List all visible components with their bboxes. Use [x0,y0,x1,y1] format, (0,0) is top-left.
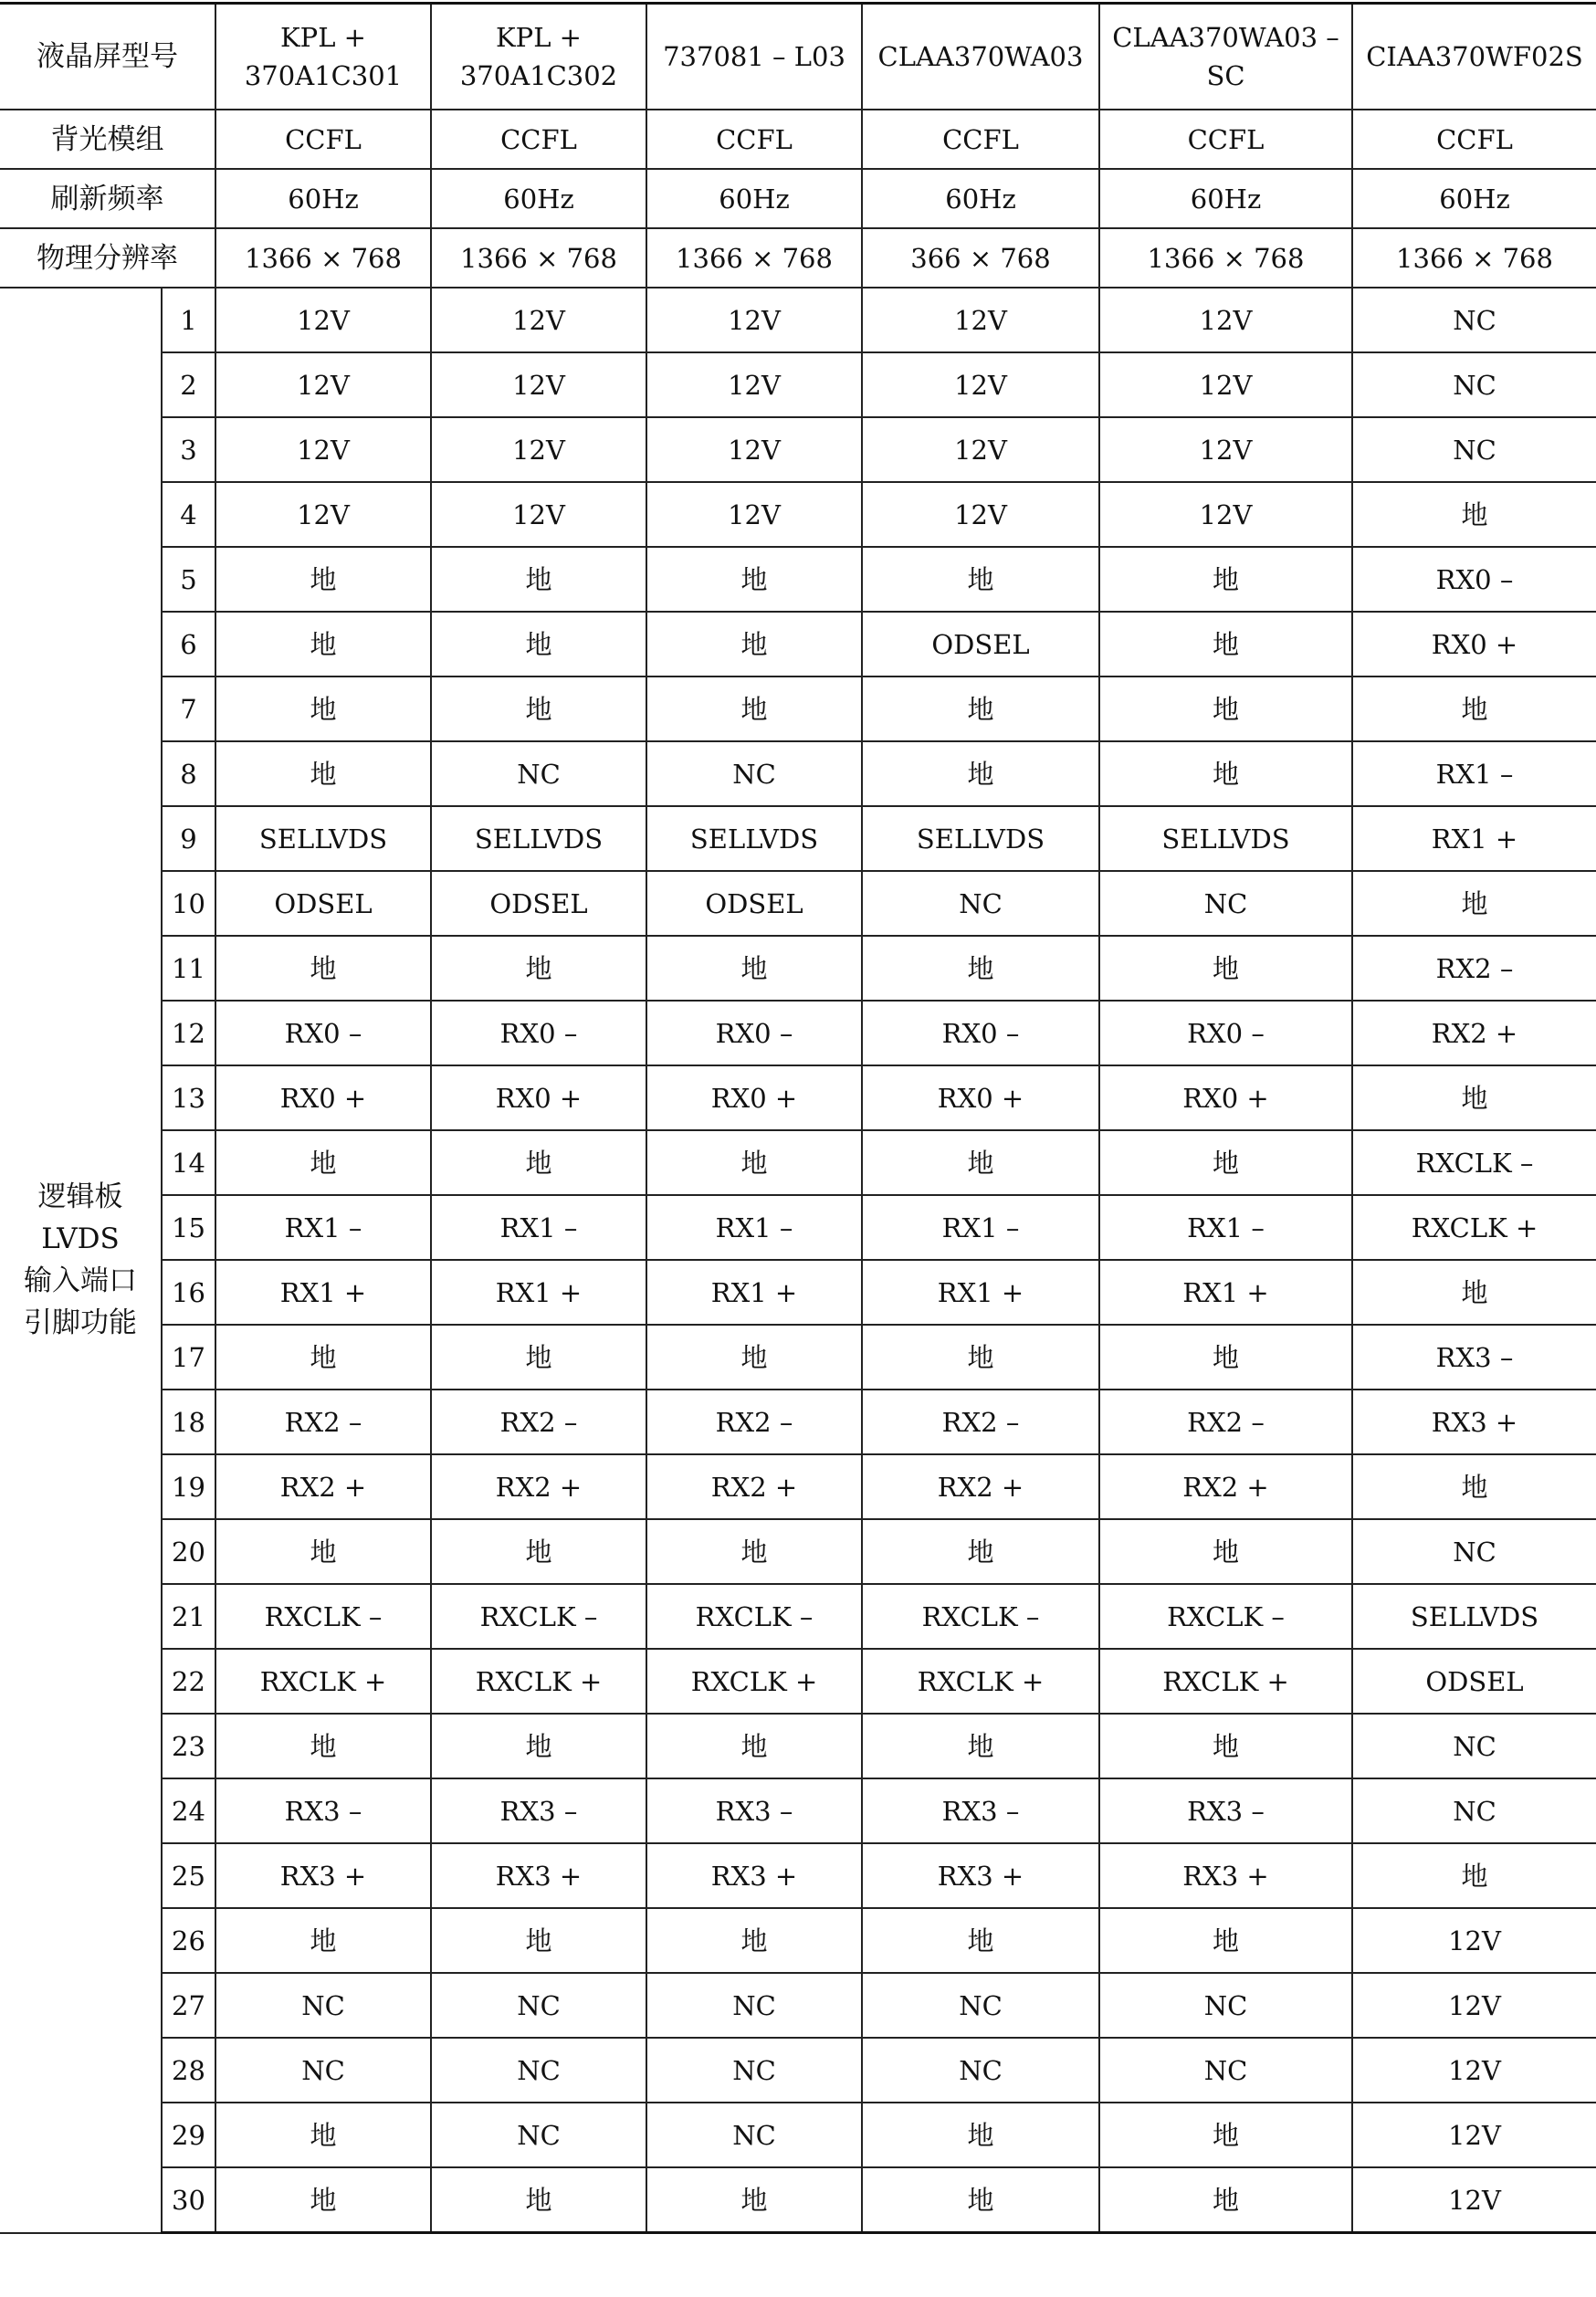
pin-function-cell: RX0 – [862,1001,1099,1065]
pin-function-cell: NC [646,741,862,806]
pin-function-cell: RX1 – [862,1195,1099,1260]
pin-function-cell: 地 [1352,677,1596,741]
pin-function-cell: RX1 – [1352,741,1596,806]
pin-function-cell: 12V [1352,2103,1596,2167]
pin-function-cell: NC [215,1973,431,2038]
pin-function-cell: 12V [646,288,862,352]
pin-function-cell: 地 [862,547,1099,612]
pin-function-cell: RX1 – [431,1195,646,1260]
table-row [0,1778,1596,1843]
pin-function-cell: 12V [862,417,1099,482]
pin-function-cell: RX1 – [1099,1195,1352,1260]
pin-function-cell: RXCLK + [1099,1649,1352,1714]
pin-function-cell: RX3 – [862,1778,1099,1843]
table-row [0,417,1596,482]
pin-function-cell: 地 [215,936,431,1001]
pin-function-cell: RX3 – [1099,1778,1352,1843]
pin-function-cell: 地 [1099,1130,1352,1195]
info-cell: CCFL [215,110,431,169]
pin-number: 17 [162,1325,215,1390]
info-cell: 60Hz [646,169,862,228]
info-cell: 60Hz [215,169,431,228]
table-row [0,352,1596,417]
pin-function-cell: RXCLK – [862,1584,1099,1649]
pin-function-cell: 地 [862,1130,1099,1195]
table-row [0,1843,1596,1908]
table-row [0,1260,1596,1325]
section-label-line: 引脚功能 [24,1306,137,1340]
pin-function-cell: RX1 + [215,1260,431,1325]
pin-function-cell: 地 [215,1908,431,1973]
pin-number: 3 [162,417,215,482]
pin-function-cell: RX1 + [1099,1260,1352,1325]
pin-function-cell: RX0 – [431,1001,646,1065]
model-header-cell [862,4,1099,110]
pin-function-cell: RXCLK – [1352,1130,1596,1195]
pin-function-cell: 地 [1099,2167,1352,2233]
pin-function-cell: RX2 – [646,1390,862,1454]
pin-number: 23 [162,1714,215,1778]
pin-function-cell: 地 [862,1714,1099,1778]
pin-function-cell: 地 [215,1325,431,1390]
pin-function-cell: 12V [1352,2038,1596,2103]
pin-function-cell: 12V [862,482,1099,547]
pin-function-cell: RX3 – [1352,1325,1596,1390]
table-row [0,1519,1596,1584]
pin-number: 24 [162,1778,215,1843]
model-name-line: CIAA370WF02S [1366,41,1583,72]
pin-function-cell: 12V [646,417,862,482]
pin-function-cell: RX3 + [646,1843,862,1908]
pin-function-cell: 地 [1099,1714,1352,1778]
pin-function-cell: NC [431,1973,646,2038]
model-name-line: KPL + [496,22,582,53]
table-row [0,1973,1596,2038]
model-label: 液晶屏型号 [0,4,215,110]
section-label [0,288,162,2233]
pin-number: 15 [162,1195,215,1260]
pin-number: 4 [162,482,215,547]
pin-function-cell: RX1 + [862,1260,1099,1325]
pin-function-cell: 地 [215,612,431,677]
pin-function-cell: 12V [862,288,1099,352]
info-cell: 366 × 768 [862,228,1099,288]
pin-function-cell: 地 [646,612,862,677]
model-name-line: CLAA370WA03 – SC [1112,22,1339,91]
pin-function-cell: RX2 + [862,1454,1099,1519]
pin-function-cell: 地 [862,1908,1099,1973]
section-label-line: LVDS [41,1222,120,1256]
pin-function-cell: NC [1352,1778,1596,1843]
pin-function-cell: ODSEL [431,871,646,936]
pin-number: 20 [162,1519,215,1584]
table-row [0,1584,1596,1649]
pin-function-cell: NC [431,2038,646,2103]
pin-function-cell: 12V [431,288,646,352]
pin-function-cell: SELLVDS [1352,1584,1596,1649]
pin-function-cell: RX2 – [1099,1390,1352,1454]
pin-number: 29 [162,2103,215,2167]
pin-function-cell: RXCLK + [431,1649,646,1714]
pin-function-cell: 地 [862,1325,1099,1390]
pin-function-cell: 地 [1099,741,1352,806]
pin-function-cell: RX0 – [646,1001,862,1065]
pin-function-cell: 地 [431,677,646,741]
pin-function-cell: NC [862,2038,1099,2103]
pin-function-cell: ODSEL [646,871,862,936]
pin-number: 28 [162,2038,215,2103]
pin-function-cell: 地 [646,2167,862,2233]
pin-function-cell: 12V [431,417,646,482]
pin-number: 16 [162,1260,215,1325]
info-cell: 60Hz [1099,169,1352,228]
pin-function-cell: RXCLK + [1352,1195,1596,1260]
section-label-line: 输入端口 [24,1264,137,1298]
pin-function-cell: 地 [646,547,862,612]
pin-number: 18 [162,1390,215,1454]
info-row [0,169,1596,228]
pin-function-cell: 地 [431,1130,646,1195]
pin-function-cell: NC [646,1973,862,2038]
pin-function-cell: 地 [215,547,431,612]
pin-function-cell: 地 [862,677,1099,741]
lcd-pin-function-table [0,2,1596,2234]
pin-function-cell: RX2 – [215,1390,431,1454]
pin-function-cell: 12V [646,352,862,417]
pin-function-cell: RX2 – [431,1390,646,1454]
model-name-line: 370A1C301 [244,60,403,91]
pin-function-cell: NC [1099,1973,1352,2038]
section-label-line: 逻辑板 [37,1180,123,1214]
pin-function-cell: RX2 + [646,1454,862,1519]
pin-number: 2 [162,352,215,417]
pin-function-cell: NC [1352,1714,1596,1778]
pin-function-cell: SELLVDS [215,806,431,871]
pin-function-cell: 地 [1099,1908,1352,1973]
pin-function-cell: NC [215,2038,431,2103]
pin-function-cell: RX3 + [1099,1843,1352,1908]
table-row [0,288,1596,352]
pin-function-cell: 12V [1352,1908,1596,1973]
table-row [0,1714,1596,1778]
table-row [0,482,1596,547]
pin-function-cell: 地 [1099,2103,1352,2167]
pin-function-cell: NC [1352,1519,1596,1584]
pin-function-cell: 地 [431,1908,646,1973]
pin-function-cell: 地 [1099,1325,1352,1390]
pin-function-cell: NC [431,741,646,806]
pin-function-cell: RX3 + [862,1843,1099,1908]
pin-function-cell: RX0 + [862,1065,1099,1130]
model-header-cell [1099,4,1352,110]
pin-function-cell: RX3 – [431,1778,646,1843]
table-row [0,1065,1596,1130]
model-header-cell [646,4,862,110]
pin-function-cell: RX3 – [215,1778,431,1843]
table-row [0,1649,1596,1714]
pin-function-cell: 12V [215,288,431,352]
pin-function-cell: SELLVDS [1099,806,1352,871]
pin-function-cell: 12V [1099,288,1352,352]
model-name-line: 370A1C302 [459,60,618,91]
pin-function-cell: 地 [215,1130,431,1195]
info-cell: CCFL [1352,110,1596,169]
pin-function-cell: RX0 + [1352,612,1596,677]
pin-function-cell: RXCLK – [1099,1584,1352,1649]
pin-number: 10 [162,871,215,936]
header-row [0,4,1596,110]
pin-function-cell: RXCLK – [431,1584,646,1649]
table-row [0,1908,1596,1973]
pin-function-cell: 地 [1099,677,1352,741]
pin-function-cell: 12V [1099,417,1352,482]
pin-function-cell: 地 [862,741,1099,806]
pin-function-cell: NC [1352,417,1596,482]
model-name-line: CLAA370WA03 [877,41,1084,72]
model-header-cell [1352,4,1596,110]
pin-function-cell: 地 [1099,936,1352,1001]
pin-function-cell: RX1 – [215,1195,431,1260]
pin-function-cell: 地 [646,1714,862,1778]
table-row [0,1454,1596,1519]
pin-function-cell: 地 [646,936,862,1001]
pin-function-cell: RXCLK + [862,1649,1099,1714]
info-row-label: 物理分辨率 [0,228,215,288]
pin-function-cell: RX3 – [646,1778,862,1843]
pin-function-cell: 地 [431,1519,646,1584]
pin-function-cell: NC [862,1973,1099,2038]
pin-function-cell: 地 [1352,482,1596,547]
info-cell: 1366 × 768 [215,228,431,288]
pin-number: 1 [162,288,215,352]
pin-function-cell: NC [862,871,1099,936]
pin-function-cell: 地 [431,1714,646,1778]
pin-function-cell: 地 [646,1908,862,1973]
pin-function-cell: 地 [215,2103,431,2167]
info-cell: 60Hz [1352,169,1596,228]
pin-function-cell: 地 [431,1325,646,1390]
pin-function-cell: RX3 + [1352,1390,1596,1454]
pin-function-cell: 地 [1352,871,1596,936]
pin-function-cell: SELLVDS [646,806,862,871]
pin-number: 19 [162,1454,215,1519]
pin-number: 26 [162,1908,215,1973]
pin-function-cell: 地 [431,612,646,677]
info-row-label: 背光模组 [0,110,215,169]
pin-number: 13 [162,1065,215,1130]
pin-number: 6 [162,612,215,677]
pin-function-cell: RX2 + [1099,1454,1352,1519]
pin-function-cell: RX3 + [215,1843,431,1908]
pin-number: 14 [162,1130,215,1195]
pin-function-cell: 地 [646,1519,862,1584]
pin-function-cell: RXCLK – [215,1584,431,1649]
pin-function-cell: RX1 + [646,1260,862,1325]
pin-function-cell: 12V [431,482,646,547]
info-cell: 60Hz [862,169,1099,228]
pin-function-cell: RX1 – [646,1195,862,1260]
pin-function-cell: 地 [215,741,431,806]
table-row [0,1001,1596,1065]
pin-function-cell: 地 [646,1130,862,1195]
table-row [0,547,1596,612]
model-name-line: 737081 – L03 [663,41,845,72]
table-row [0,1390,1596,1454]
info-cell: 1366 × 768 [1352,228,1596,288]
table-row [0,741,1596,806]
table-row [0,2038,1596,2103]
table-row [0,806,1596,871]
pin-function-cell: 地 [1352,1454,1596,1519]
pin-function-cell: 地 [215,2167,431,2233]
table-row [0,677,1596,741]
pin-function-cell: 地 [862,936,1099,1001]
model-name-line: KPL + [280,22,366,53]
pin-function-cell: 地 [215,677,431,741]
info-cell: 1366 × 768 [431,228,646,288]
pin-function-cell: 12V [215,482,431,547]
pin-function-cell: 地 [1352,1065,1596,1130]
pin-function-cell: ODSEL [862,612,1099,677]
model-header-cell [431,4,646,110]
pin-function-cell: RX2 + [431,1454,646,1519]
pin-number: 25 [162,1843,215,1908]
table-row [0,612,1596,677]
pin-function-cell: 地 [1099,1519,1352,1584]
pin-function-cell: NC [1352,288,1596,352]
pin-function-cell: RX0 + [646,1065,862,1130]
pin-function-cell: 12V [431,352,646,417]
info-cell: CCFL [646,110,862,169]
table-row [0,1130,1596,1195]
pin-function-cell: RX2 – [862,1390,1099,1454]
pin-function-cell: ODSEL [1352,1649,1596,1714]
pin-function-cell: RXCLK – [646,1584,862,1649]
info-row-label: 刷新频率 [0,169,215,228]
pin-function-cell: 地 [1099,547,1352,612]
pin-number: 5 [162,547,215,612]
pin-function-cell: RX2 + [1352,1001,1596,1065]
pin-function-cell: 12V [646,482,862,547]
pin-number: 27 [162,1973,215,2038]
pin-function-cell: NC [431,2103,646,2167]
pin-function-cell: 地 [1352,1843,1596,1908]
pin-function-cell: RX0 – [1352,547,1596,612]
pin-function-cell: RX0 + [1099,1065,1352,1130]
table-row [0,871,1596,936]
pin-function-cell: 地 [431,547,646,612]
pin-number: 7 [162,677,215,741]
pin-function-cell: 12V [1099,482,1352,547]
pin-function-cell: RXCLK + [215,1649,431,1714]
pin-number: 11 [162,936,215,1001]
pin-function-cell: NC [646,2103,862,2167]
pin-function-cell: 地 [1099,612,1352,677]
pin-function-cell: RX2 + [215,1454,431,1519]
pin-function-cell: 地 [215,1714,431,1778]
pin-function-cell: 12V [1099,352,1352,417]
pin-function-cell: 12V [862,352,1099,417]
pin-function-cell: NC [646,2038,862,2103]
pin-function-cell: RX1 + [431,1260,646,1325]
pin-function-cell: ODSEL [215,871,431,936]
table-row [0,1325,1596,1390]
pin-function-cell: NC [1099,2038,1352,2103]
table-row [0,936,1596,1001]
pin-function-cell: 12V [1352,2167,1596,2233]
pin-function-cell: 地 [862,2167,1099,2233]
info-row [0,110,1596,169]
pin-function-cell: 地 [646,1325,862,1390]
pin-function-cell: 地 [431,2167,646,2233]
info-cell: CCFL [1099,110,1352,169]
pin-function-cell: RX0 + [431,1065,646,1130]
pin-function-cell: 地 [431,936,646,1001]
pin-function-cell: RX2 – [1352,936,1596,1001]
pin-number: 12 [162,1001,215,1065]
info-cell: 1366 × 768 [1099,228,1352,288]
pin-function-cell: RX0 – [1099,1001,1352,1065]
pin-function-cell: RX0 + [215,1065,431,1130]
pin-number: 9 [162,806,215,871]
table-row [0,2103,1596,2167]
pin-function-cell: 地 [1352,1260,1596,1325]
pin-function-cell: NC [1099,871,1352,936]
pin-function-cell: 地 [646,677,862,741]
pin-function-cell: 地 [862,2103,1099,2167]
pin-function-cell: RX0 – [215,1001,431,1065]
info-cell: CCFL [862,110,1099,169]
info-cell: CCFL [431,110,646,169]
pin-function-cell: 12V [215,417,431,482]
pin-function-cell: SELLVDS [431,806,646,871]
pin-function-cell: RX3 + [431,1843,646,1908]
pin-number: 22 [162,1649,215,1714]
pin-number: 8 [162,741,215,806]
pin-number: 30 [162,2167,215,2233]
info-cell: 1366 × 768 [646,228,862,288]
pin-function-cell: 地 [862,1519,1099,1584]
pin-function-cell: SELLVDS [862,806,1099,871]
info-cell: 60Hz [431,169,646,228]
pin-function-cell: NC [1352,352,1596,417]
table-row [0,2167,1596,2233]
pin-number: 21 [162,1584,215,1649]
model-header-cell [215,4,431,110]
pin-function-cell: 12V [1352,1973,1596,2038]
info-row [0,228,1596,288]
pin-function-cell: 地 [215,1519,431,1584]
pin-function-cell: 12V [215,352,431,417]
pin-function-cell: RXCLK + [646,1649,862,1714]
table-row [0,1195,1596,1260]
pin-function-cell: RX1 + [1352,806,1596,871]
